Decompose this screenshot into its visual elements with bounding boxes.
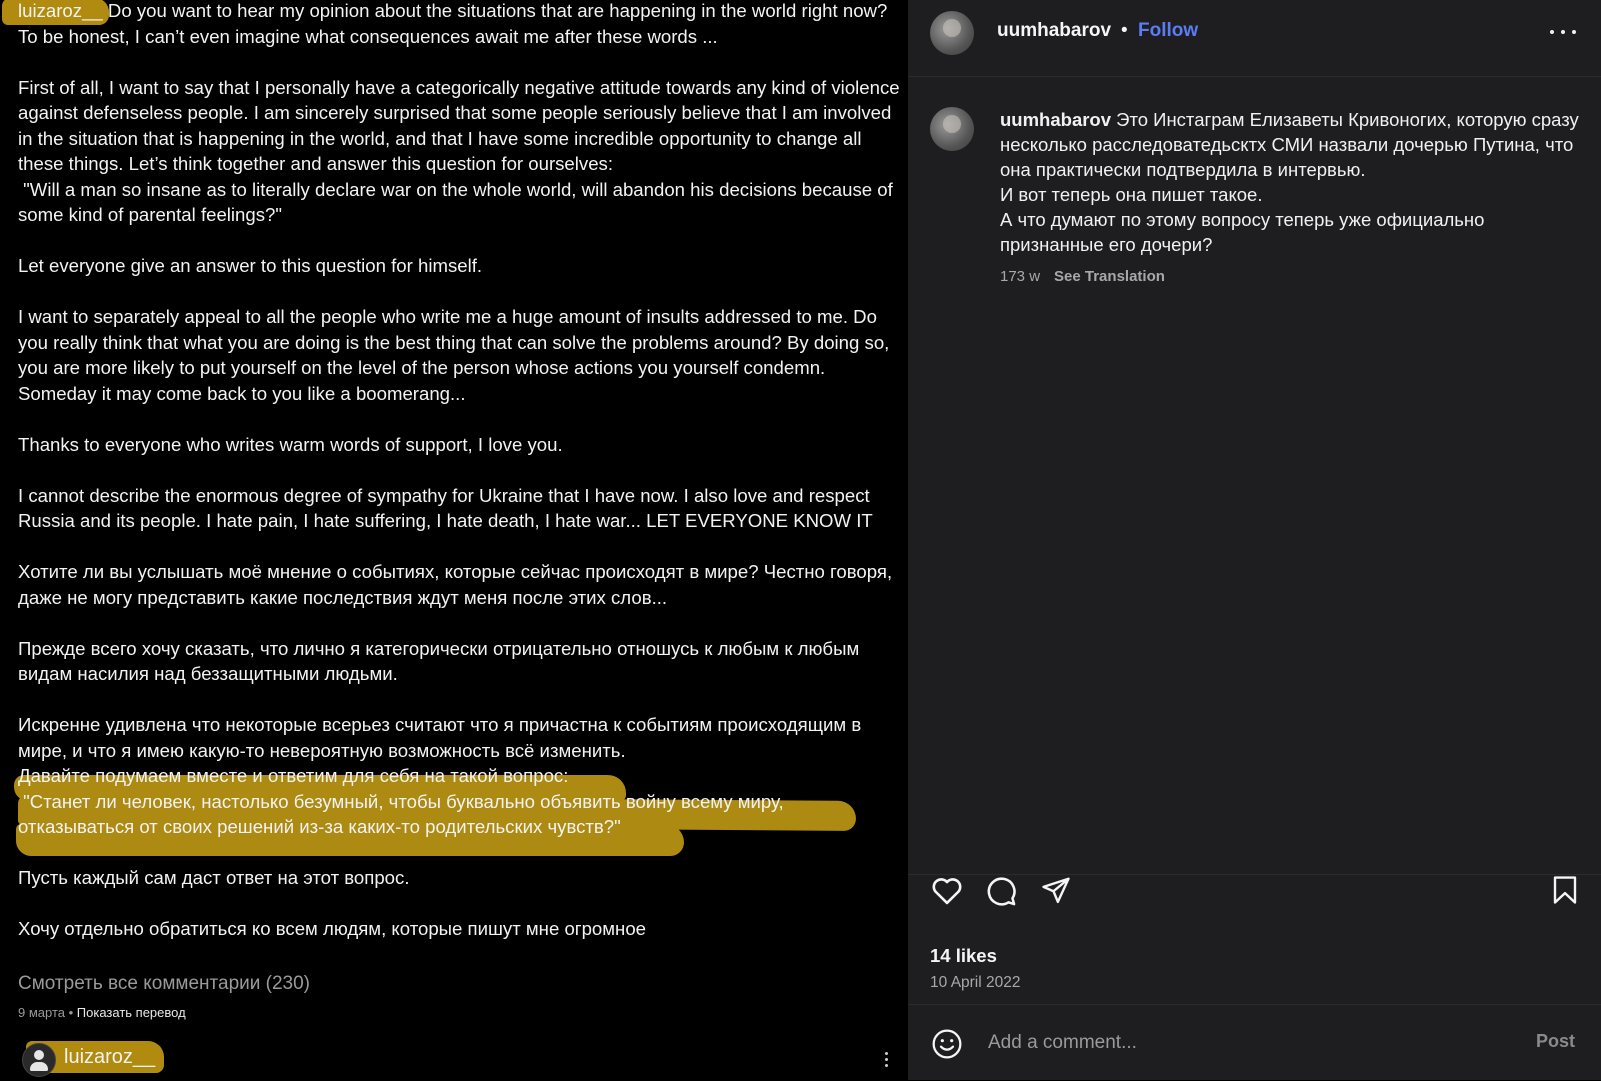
default-avatar-icon[interactable]: [22, 1043, 56, 1077]
caption-text: [18, 0, 902, 967]
bottom-username[interactable]: luizaroz__: [64, 1046, 156, 1068]
more-vertical-icon[interactable]: [885, 1052, 889, 1070]
avatar[interactable]: [930, 11, 974, 55]
comment-input[interactable]: [986, 1027, 1490, 1059]
post-caption: [1000, 107, 1590, 257]
caption-avatar[interactable]: [930, 107, 974, 151]
post-comment-button[interactable]: Post: [1536, 1031, 1576, 1051]
post-panel: [908, 0, 1601, 1080]
likes-count[interactable]: 14 likes: [930, 945, 997, 966]
paper-plane-icon[interactable]: [1040, 875, 1072, 905]
caption-paragraph: I cannot describe the enormous degree of sympathy for Ukraine that I have now. I also love and respect Russia and its people. I hate pain, I hate suffering, I hate death, I hate war... LET EVERYONE KNOW IT: [18, 484, 875, 531]
caption-paragraph: Thanks to everyone who writes warm words of support, I love you.: [18, 433, 563, 455]
bottom-user-row: [0, 1038, 900, 1080]
show-translation-link[interactable]: Показать перевод: [76, 1005, 186, 1020]
caption-username[interactable]: luizaroz__: [18, 0, 103, 21]
caption-paragraph: Хотите ли вы услышать моё мнение о событиях, которые сейчас происходят в мире? Честно говоря, даже не могу представить какие последствия ждут меня после этих слов...: [18, 561, 898, 608]
see-translation-button[interactable]: See Translation: [1054, 268, 1165, 285]
more-horizontal-icon[interactable]: [1548, 22, 1578, 42]
caption-paragraph: First of all, I want to say that I personally have a categorically negative attitude towards any kind of violence against defenseless people. I am sincerely surprised that some people seriously believe that I am involved in the situation that is happening in the world, and that I have some incredible opportunity to change all these things. Let’s think together and answer this question for ourselves: "Will a man so insane as to literally declare war on the whole world, will abandon his decisions because of some kind of parental feelings?": [18, 76, 900, 225]
caption-meta: [18, 1005, 186, 1020]
action-bar: [908, 874, 1601, 985]
heart-icon[interactable]: [930, 875, 964, 905]
post-header: [908, 0, 1601, 77]
emoji-icon[interactable]: [931, 1028, 963, 1060]
caption-paragraph: Прежде всего хочу сказать, что лично я категорически отрицательно отношусь к любым к любым видам насилия над беззащитными людьми.: [18, 637, 865, 684]
header-separator: •: [1121, 20, 1128, 41]
caption-line: И вот теперь она пишет такое.: [1000, 184, 1263, 205]
caption-line: Это Инстаграм Елизаветы Кривоногих, которую сразу несколько расследоватедьсктх СМИ назвали дочерью Путина, что она практически подтвердила в интервью.: [1000, 109, 1579, 180]
caption-line: А что думают по этому вопросу теперь уже официально признанные его дочери?: [1000, 209, 1485, 255]
caption-author[interactable]: uumhabarov: [1000, 109, 1112, 130]
comment-bar: [908, 1004, 1601, 1081]
post-username[interactable]: uumhabarov: [997, 20, 1112, 41]
caption-paragraph: Пусть каждый сам даст ответ на этот вопрос.: [18, 867, 410, 888]
caption-paragraph: Искренне удивлена что некоторые всерьез считают что я причастна к событиям происходящим в мире, и что я имею какую-то невероятную возможность всё изменить.: [18, 714, 867, 761]
caption-date: 9 марта: [18, 1005, 65, 1020]
caption-meta-row: [1000, 268, 1165, 285]
comment-bubble-icon[interactable]: [985, 875, 1017, 907]
caption-paragraph: Let everyone give an answer to this question for himself.: [18, 255, 483, 276]
meta-separator: •: [65, 1005, 77, 1020]
caption-highlighted-paragraph: Давайте подумаем вместе и ответим для себя на такой вопрос: "Станет ли человек, настолько безумный, чтобы буквально объявить войну всему миру, отказываться от своих решений из-за каких-то родительских чувств?": [18, 765, 784, 837]
time-ago: 173 w: [1000, 268, 1041, 285]
view-all-comments-link[interactable]: Смотреть все комментарии (230): [18, 973, 311, 994]
follow-button[interactable]: Follow: [1138, 20, 1199, 41]
caption-paragraph: Хочу отдельно обратиться ко всем людям, которые пишут мне огромное: [18, 918, 647, 939]
bookmark-icon[interactable]: [1552, 875, 1578, 905]
caption-paragraph: I want to separately appeal to all the people who write me a huge amount of insults addressed to me. Do you really think that what you are doing is the best thing that can solve the problems around? By doing so, you are more likely to put yourself on the level of the person whose actions you yourself condemn. Someday it may come back to you like a boomerang...: [18, 306, 895, 404]
post-date: 10 April 2022: [930, 974, 1021, 991]
caption-paragraph: Do you want to hear my opinion about the situations that are happening in the world right now? To be honest, I can’t even imagine what consequences await me after these words ...: [18, 0, 893, 47]
